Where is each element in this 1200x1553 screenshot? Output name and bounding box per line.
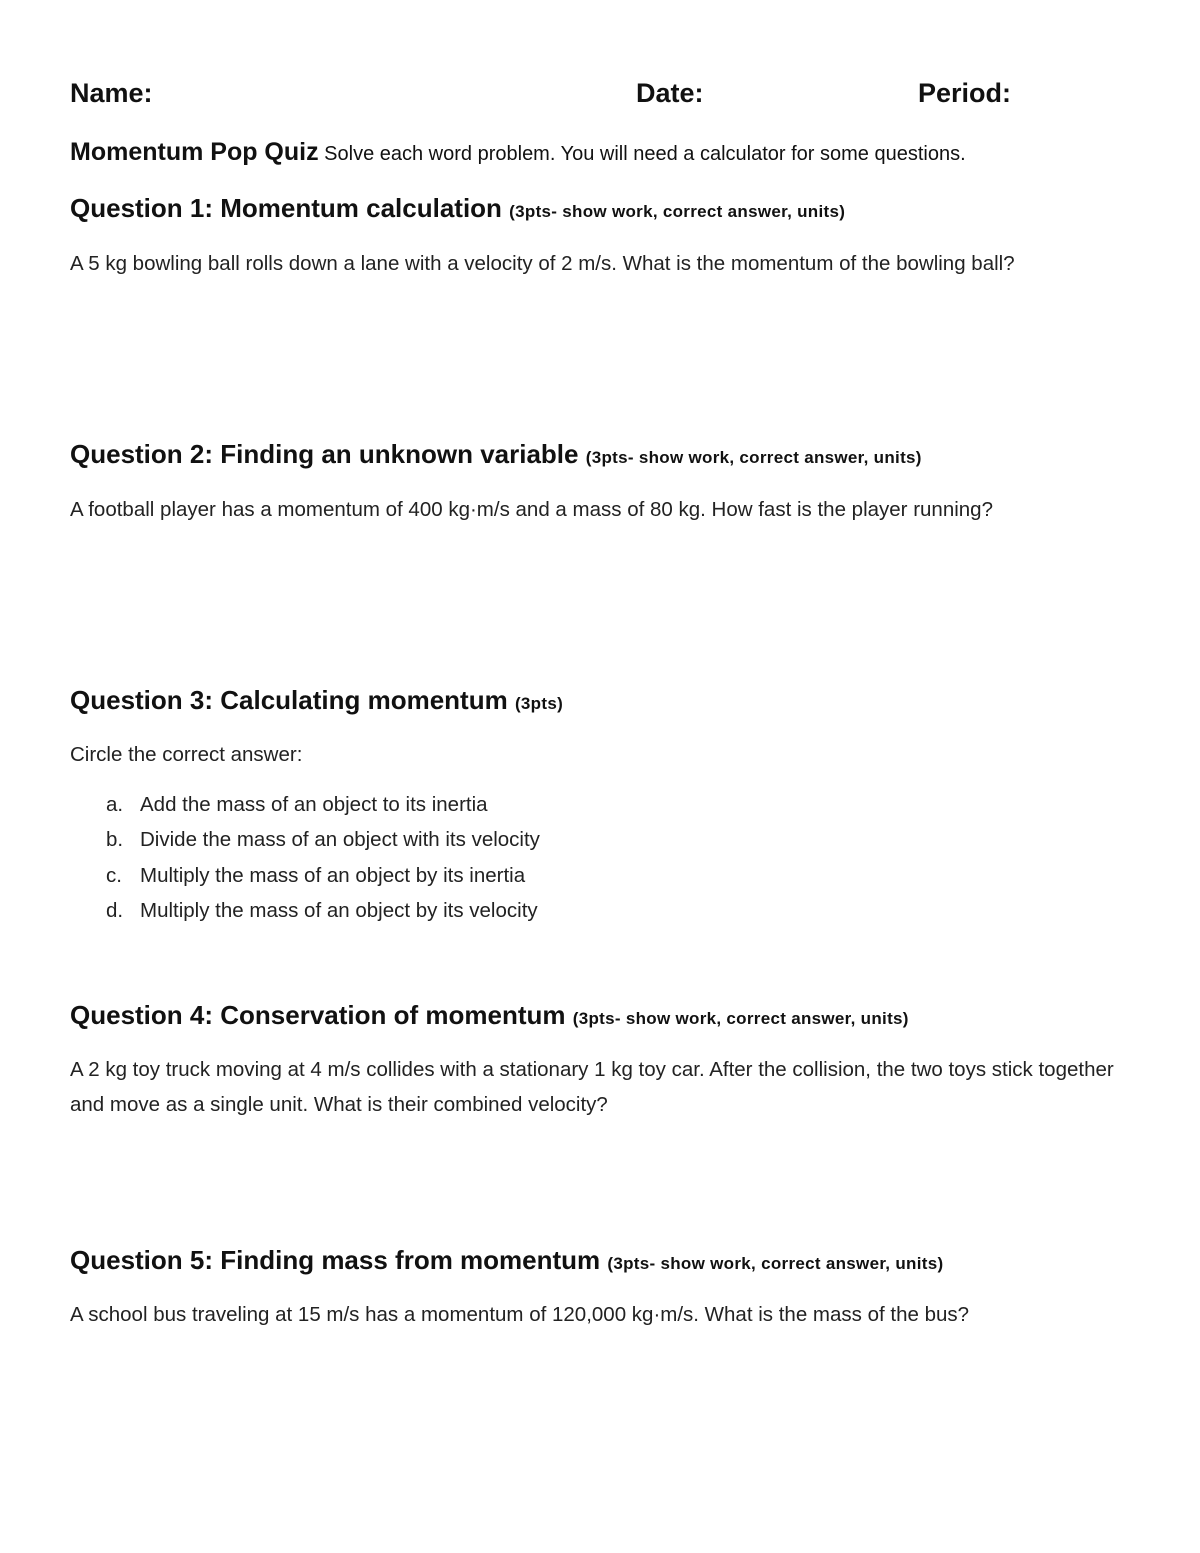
answer-option[interactable] (70, 822, 540, 857)
answer-option[interactable] (70, 858, 540, 893)
question-heading: Question 1: Momentum calculation (70, 193, 502, 223)
quiz-instructions: Solve each word problem. You will need a calculator for some questions. (324, 143, 966, 165)
quiz-title: Momentum Pop Quiz (70, 138, 319, 166)
question-3-heading (70, 685, 563, 716)
question-heading: Question 5: Finding mass from momentum (70, 1245, 601, 1275)
option-letter: b. (106, 828, 124, 852)
question-2-heading (70, 439, 922, 470)
question-heading: Question 2: Finding an unknown variable (70, 439, 579, 469)
question-4-heading (70, 1000, 909, 1031)
quiz-title-line (70, 138, 966, 167)
question-5-text: A school bus traveling at 15 m/s has a momentum of 120,000 kg·m/s. What is the mass of the bus? (70, 1303, 970, 1326)
option-letter: c. (106, 863, 122, 887)
date-label: Date: (636, 78, 704, 108)
period-label: Period: (918, 78, 1012, 108)
question-points: (3pts- show work, correct answer, units) (509, 202, 846, 221)
question-points: (3pts- show work, correct answer, units) (572, 1009, 909, 1028)
question-1-text: A 5 kg bowling ball rolls down a lane with a velocity of 2 m/s. What is the momentum of the bowling ball? (70, 252, 1015, 275)
answer-option[interactable] (70, 787, 540, 822)
question-points: (3pts) (514, 694, 564, 713)
question-2-text: A football player has a momentum of 400 kg·m/s and a mass of 80 kg. How fast is the player running? (70, 498, 993, 521)
option-text: Divide the mass of an object with its velocity (140, 828, 540, 852)
question-points: (3pts- show work, correct answer, units) (607, 1254, 944, 1273)
question-5-heading (70, 1245, 943, 1276)
option-text: Multiply the mass of an object by its velocity (140, 898, 538, 922)
option-text: Add the mass of an object to its inertia (140, 793, 488, 816)
question-4-text: A 2 kg toy truck moving at 4 m/s collides with a stationary 1 kg toy car. After the collision, the two toys stick together and move as a single unit. What is their combined velocity? (70, 1058, 1114, 1116)
name-label: Name: (70, 78, 153, 108)
question-3-text: Circle the correct answer: (70, 743, 303, 766)
answer-options (70, 787, 540, 928)
answer-option[interactable] (70, 893, 540, 928)
question-heading: Question 4: Conservation of momentum (70, 1000, 566, 1030)
question-points: (3pts- show work, correct answer, units) (585, 448, 922, 467)
option-letter: d. (106, 898, 124, 922)
option-letter: a. (106, 793, 124, 816)
question-heading: Question 3: Calculating momentum (70, 685, 508, 715)
question-1-heading (70, 193, 845, 224)
option-text: Multiply the mass of an object by its inertia (140, 863, 526, 887)
